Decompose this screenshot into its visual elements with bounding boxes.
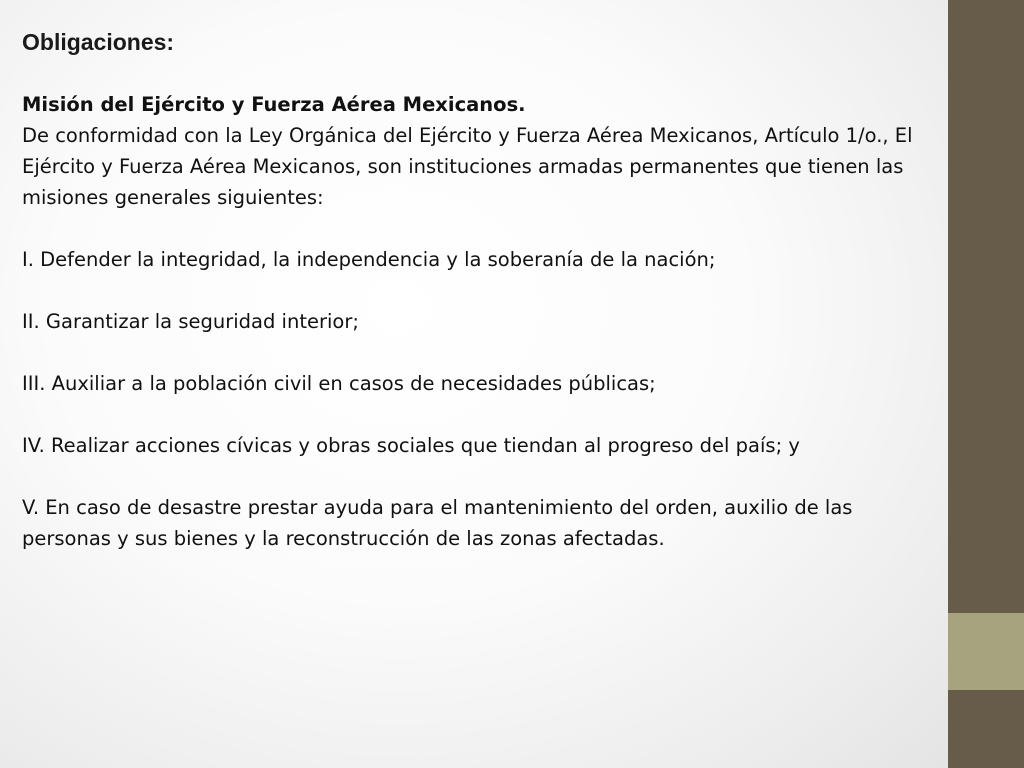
spacer [22, 58, 922, 89]
spacer [22, 461, 922, 492]
mission-item-4: IV. Realizar acciones cívicas y obras sociales que tiendan al progreso del país; y [22, 434, 800, 457]
mission-item-2: II. Garantizar la seguridad interior; [22, 310, 359, 333]
sidebar-accent-block [948, 613, 1024, 690]
slide-subtitle: Misión del Ejército y Fuerza Aérea Mexicanos. [22, 93, 526, 116]
mission-item-3: III. Auxiliar a la población civil en casos de necesidades públicas; [22, 372, 656, 395]
spacer [22, 275, 922, 306]
intro-paragraph: De conformidad con la Ley Orgánica del Ejército y Fuerza Aérea Mexicanos, Artículo 1/o., El Ejército y Fuerza Aérea Mexicanos, son instituciones armadas permanentes que tienen las misiones generales siguientes: [22, 124, 913, 209]
spacer [22, 399, 922, 430]
mission-item-1: I. Defender la integridad, la independencia y la soberanía de la nación; [22, 248, 716, 271]
mission-item-5: V. En caso de desastre prestar ayuda para el mantenimiento del orden, auxilio de las personas y sus bienes y la reconstrucción de las zonas afectadas. [22, 496, 853, 550]
spacer [22, 213, 922, 244]
slide-content [22, 27, 922, 554]
spacer [22, 337, 922, 368]
sidebar-bar [948, 0, 1024, 768]
slide-title: Obligaciones: [22, 29, 175, 55]
